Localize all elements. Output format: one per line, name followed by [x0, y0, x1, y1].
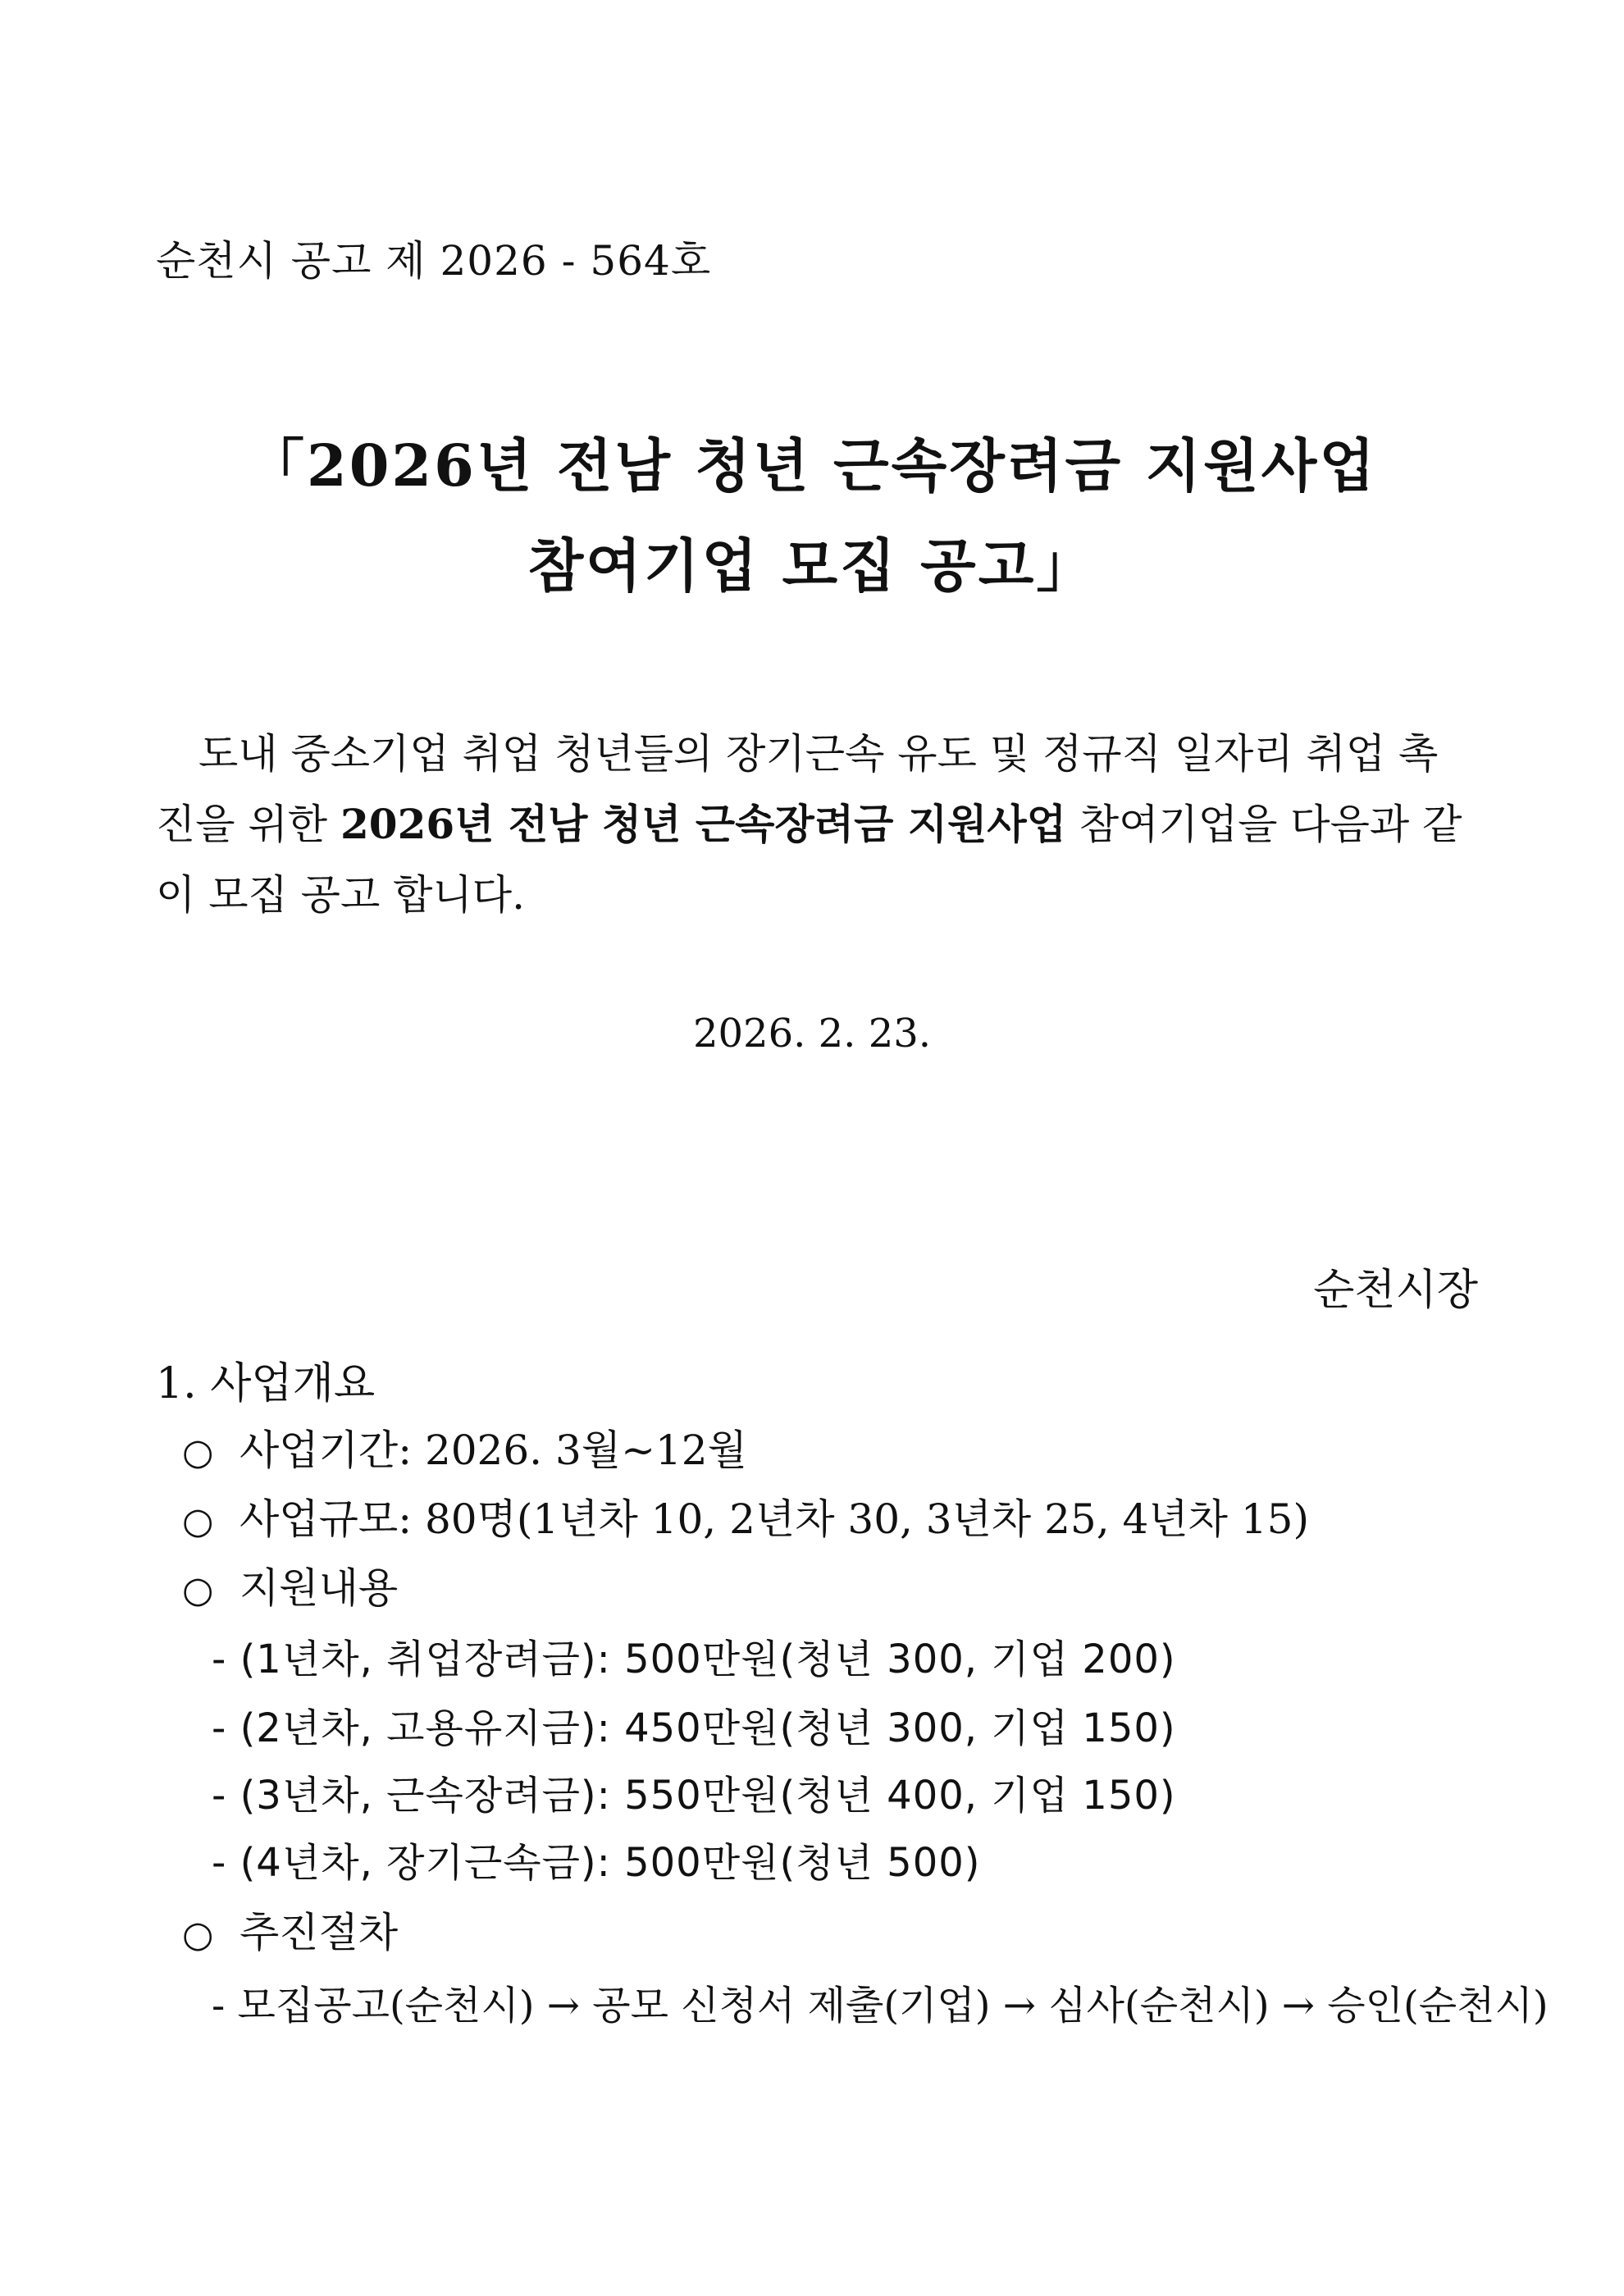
title-line-1: 「2026년 전남 청년 근속장려금 지원사업 — [247, 431, 1377, 500]
circle-bullet-icon: ○ — [182, 1914, 214, 1956]
item-period — [182, 1417, 747, 1477]
item-period-text: 사업기간: 2026. 3월~12월 — [239, 1426, 747, 1474]
support-item: - (1년차, 취업장려금): 500만원(청년 300, 기업 200) — [212, 1636, 1176, 1682]
item-support-text: 지원내용 — [239, 1564, 399, 1612]
item-procedure — [182, 1900, 398, 1959]
item-scale-text: 사업규모: 80명(1년차 10, 2년차 30, 3년차 25, 4년차 15) — [239, 1495, 1309, 1543]
notice-date: 2026. 2. 23. — [692, 1011, 932, 1057]
signer: 순천시장 — [1313, 1266, 1478, 1315]
intro-paragraph — [156, 719, 1476, 930]
section-heading: 1. 사업개요 — [156, 1359, 376, 1408]
procedure-flow: - 모집공고(순천시) → 공모 신청서 제출(기업) → 심사(순천시) → 승인(순천시) — [212, 1983, 1549, 2029]
item-support — [182, 1555, 398, 1614]
circle-bullet-icon: ○ — [182, 1500, 214, 1542]
intro-program-name: 2026년 전남 청년 근속장려금 지원사업 — [340, 800, 1066, 848]
item-procedure-text: 추진절차 — [239, 1909, 399, 1956]
circle-bullet-icon: ○ — [182, 1569, 214, 1611]
support-item: - (4년차, 장기근속금): 500만원(청년 500) — [212, 1840, 981, 1886]
title-line-2: 참여기업 모집 공고」 — [527, 532, 1097, 600]
intro-text-after: 참여기업을 다음과 같이 모집 공고 합니다. — [156, 801, 1462, 919]
circle-bullet-icon: ○ — [182, 1431, 214, 1473]
intro-text-before: 도내 중소기업 취업 청년들의 장기근속 유도 및 정규직 일자리 취업 촉진을 위한 — [156, 730, 1439, 848]
support-item: - (2년차, 고용유지금): 450만원(청년 300, 기업 150) — [212, 1705, 1176, 1751]
item-scale — [182, 1486, 1309, 1545]
notice-number: 순천시 공고 제 2026 - 564호 — [156, 237, 712, 285]
support-item: - (3년차, 근속장려금): 550만원(청년 400, 기업 150) — [212, 1773, 1176, 1819]
